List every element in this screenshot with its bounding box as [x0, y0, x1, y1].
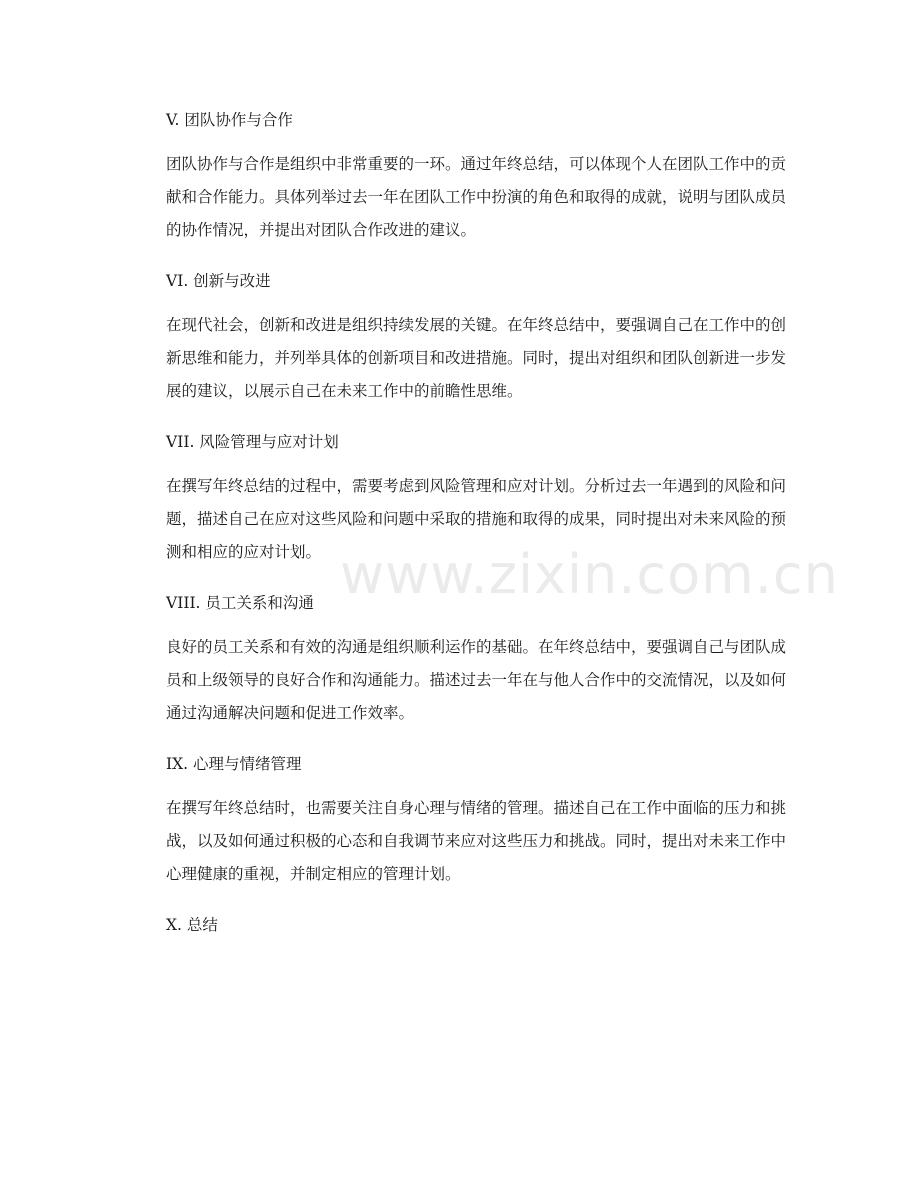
- section-heading: VIII. 员工关系和沟通: [166, 594, 314, 612]
- section-vi: [166, 265, 786, 408]
- document-body: [166, 104, 786, 953]
- section-v: [166, 104, 786, 247]
- section-paragraph: 在撰写年终总结时，也需要关注自身心理与情绪的管理。描述自己在工作中面临的压力和挑战，以及如何通过积极的心态和自我调节来应对这些压力和挑战。同时，提出对未来工作中心理健康的重视，并制定相应的管理计划。: [166, 799, 787, 883]
- section-heading: VII. 风险管理与应对计划: [166, 433, 339, 451]
- section-vii: [166, 426, 786, 569]
- section-heading: IX. 心理与情绪管理: [166, 755, 302, 773]
- section-heading: X. 总结: [166, 916, 218, 934]
- section-paragraph: 团队协作与合作是组织中非常重要的一环。通过年终总结，可以体现个人在团队工作中的贡献和合作能力。具体列举过去一年在团队工作中扮演的角色和取得的成就，说明与团队成员的协作情况，并提出对团队合作改进的建议。: [166, 155, 787, 239]
- section-heading: V. 团队协作与合作: [166, 111, 293, 129]
- section-x: [166, 909, 786, 941]
- section-ix: [166, 748, 786, 891]
- section-paragraph: 在撰写年终总结的过程中，需要考虑到风险管理和应对计划。分析过去一年遇到的风险和问题，描述自己在应对这些风险和问题中采取的措施和取得的成果，同时提出对未来风险的预测和相应的应对计划。: [166, 477, 787, 561]
- section-paragraph: 在现代社会，创新和改进是组织持续发展的关键。在年终总结中，要强调自己在工作中的创新思维和能力，并列举具体的创新项目和改进措施。同时，提出对组织和团队创新进一步发展的建议，以展示自己在未来工作中的前瞻性思维。: [166, 316, 787, 400]
- section-viii: [166, 587, 786, 730]
- section-heading: VI. 创新与改进: [166, 272, 271, 290]
- watermark: www.zixin.com.cn: [340, 543, 839, 606]
- section-paragraph: 良好的员工关系和有效的沟通是组织顺利运作的基础。在年终总结中，要强调自己与团队成员和上级领导的良好合作和沟通能力。描述过去一年在与他人合作中的交流情况，以及如何通过沟通解决问题和促进工作效率。: [166, 638, 787, 722]
